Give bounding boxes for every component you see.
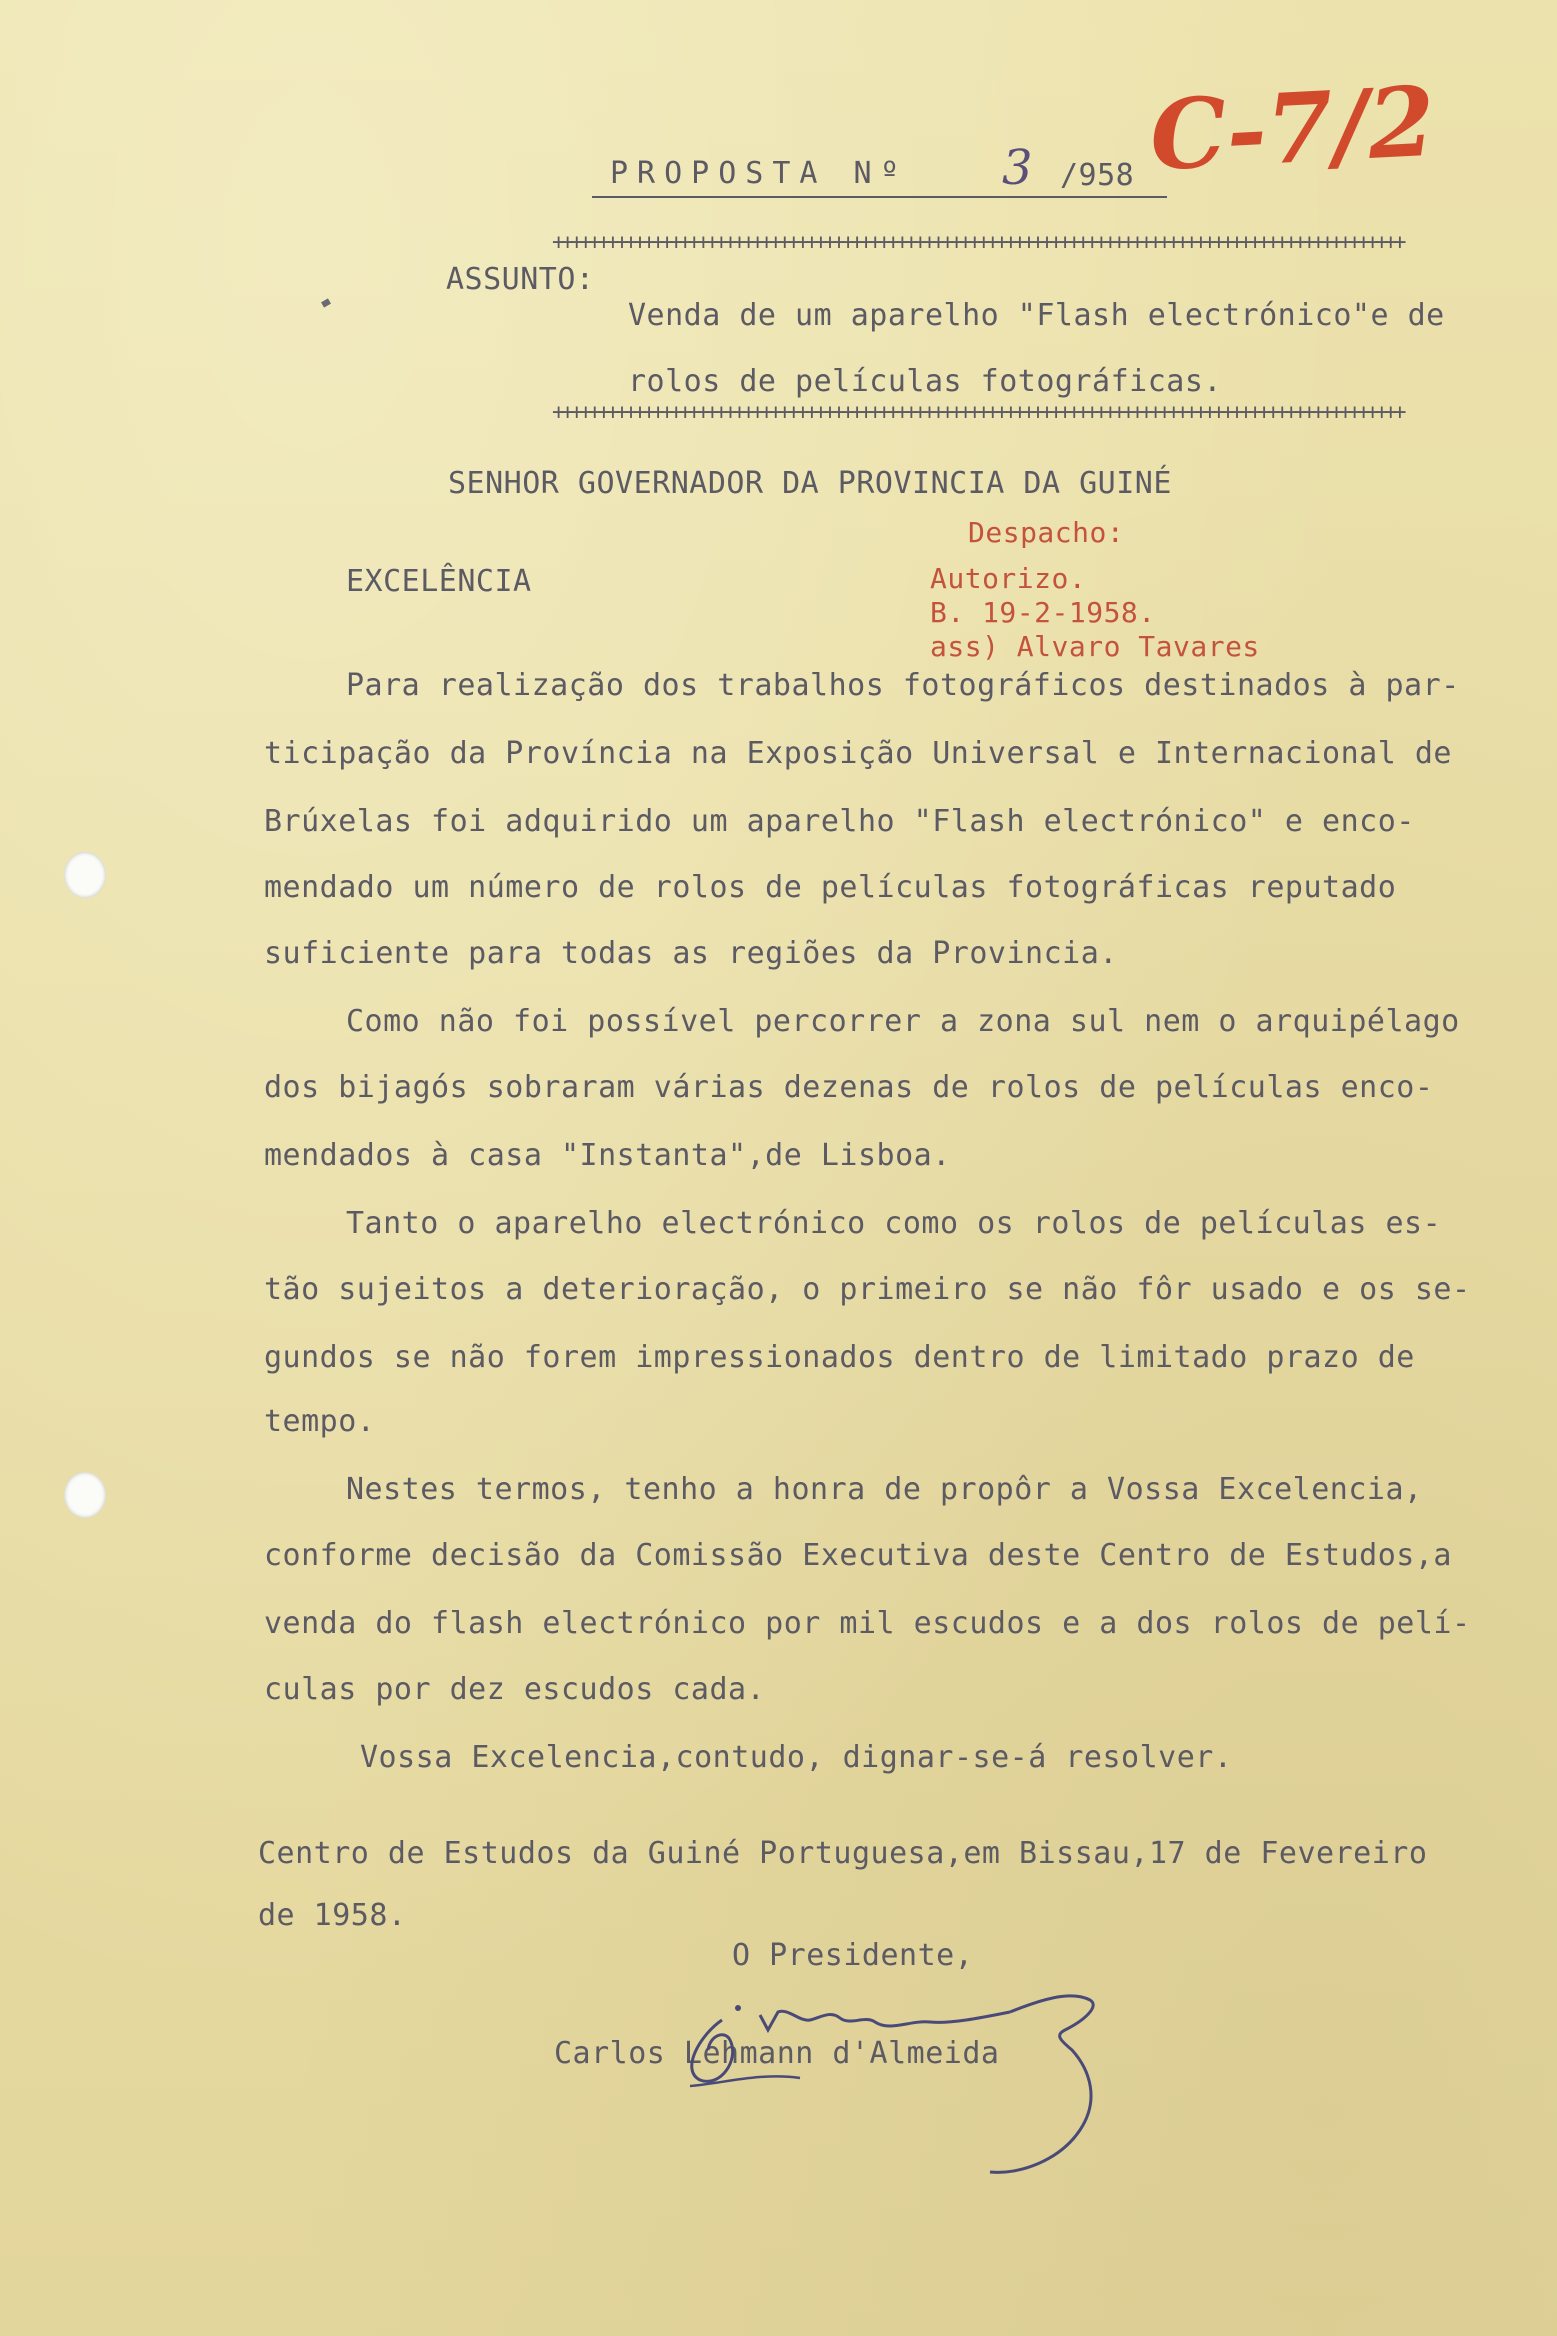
despacho-line-1: Autorizo. <box>930 562 1087 595</box>
body-line: Como não foi possível percorrer a zona sul nem o arquipélago <box>346 1004 1460 1039</box>
body-line: Tanto o aparelho electrónico como os rolos de películas es- <box>346 1206 1442 1241</box>
proposal-title-prefix: PROPOSTA Nº <box>610 156 908 191</box>
signatory-name: Carlos Lehmann d'Almeida <box>554 2036 1000 2071</box>
handwritten-signature <box>660 1960 1160 2190</box>
despacho-line-3: ass) Alvaro Tavares <box>930 630 1260 663</box>
punch-hole-bottom <box>64 1472 106 1518</box>
place-date-line-2: de 1958. <box>258 1898 407 1933</box>
body-line: conforme decisão da Comissão Executiva deste Centro de Estudos,a <box>264 1538 1452 1573</box>
body-line: culas por dez escudos cada. <box>264 1672 766 1707</box>
addressee: SENHOR GOVERNADOR DA PROVINCIA DA GUINÉ <box>448 466 1172 501</box>
punch-hole-top <box>64 852 106 898</box>
file-code: C-7/2 <box>1147 64 1438 193</box>
body-line: tão sujeitos a deterioração, o primeiro se não fôr usado e os se- <box>264 1272 1471 1307</box>
subject-label: ASSUNTO: <box>446 262 595 297</box>
signatory-role: O Presidente, <box>732 1938 974 1973</box>
subject-line-1: Venda de um aparelho "Flash electrónico"e de <box>628 298 1445 333</box>
body-line: gundos se não forem impressionados dentro de limitado prazo de <box>264 1340 1415 1375</box>
proposal-year: /958 <box>1060 158 1135 193</box>
despacho-line-2: B. 19-2-1958. <box>930 596 1156 629</box>
body-line: Brúxelas foi adquirido um aparelho "Flash electrónico" e enco- <box>264 804 1415 839</box>
title-underline <box>592 196 1167 198</box>
body-line: suficiente para todas as regiões da Provincia. <box>264 936 1118 971</box>
body-line: mendado um número de rolos de películas fotográficas reputado <box>264 870 1397 905</box>
despacho-label: Despacho: <box>968 516 1125 549</box>
stray-mark <box>321 298 331 307</box>
body-line: Nestes termos, tenho a honra de propôr a Vossa Excelencia, <box>346 1472 1423 1507</box>
proposal-number: 3 <box>1002 140 1033 196</box>
subject-line-2: rolos de películas fotográficas. <box>628 364 1222 399</box>
body-line: dos bijagós sobraram várias dezenas de rolos de películas enco- <box>264 1070 1434 1105</box>
place-date-line-1: Centro de Estudos da Guiné Portuguesa,em Bissau,17 de Fevereiro <box>258 1836 1428 1871</box>
body-line: mendados à casa "Instanta",de Lisboa. <box>264 1138 951 1173</box>
salutation: EXCELÊNCIA <box>346 564 532 599</box>
body-line: tempo. <box>264 1404 376 1439</box>
body-line: venda do flash electrónico por mil escudos e a dos rolos de pelí- <box>264 1606 1471 1641</box>
separator-top: ++++++++++++++++++++++++++++++++++++++++++++++++++++++++++++++++++++++++++++++++++++++++++++++ <box>552 230 1403 255</box>
proposal-title <box>610 156 908 191</box>
separator-bottom: ++++++++++++++++++++++++++++++++++++++++++++++++++++++++++++++++++++++++++++++++++++++++++++++ <box>552 400 1403 425</box>
body-line: ticipação da Província na Exposição Universal e Internacional de <box>264 736 1452 771</box>
body-line: Para realização dos trabalhos fotográficos destinados à par- <box>346 668 1460 703</box>
body-line: Vossa Excelencia,contudo, dignar-se-á resolver. <box>360 1740 1233 1775</box>
